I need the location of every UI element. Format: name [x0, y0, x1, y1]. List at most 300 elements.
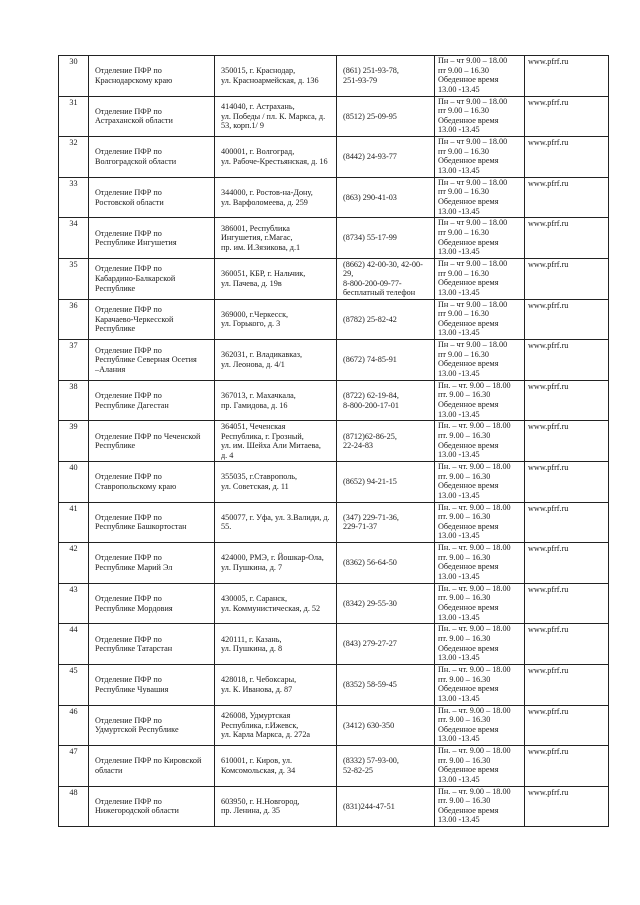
office-phone-line: (8332) 57-93-00, — [343, 756, 399, 766]
office-schedule-line: Обеденное время — [438, 724, 499, 734]
office-address-line: 55. — [221, 522, 232, 532]
office-name — [89, 705, 215, 746]
office-schedule-line: Обеденное время — [438, 359, 499, 369]
office-schedule-line: Обеденное время — [438, 643, 499, 653]
office-website: www.pfrf.ru — [525, 56, 609, 97]
office-schedule — [435, 502, 525, 543]
office-schedule-line: Обеденное время — [438, 115, 499, 125]
office-phone — [337, 258, 435, 299]
office-schedule-line: Обеденное время — [438, 156, 499, 166]
office-schedule-line: 13.00 -13.45 — [438, 247, 480, 257]
office-address-line: ул. Советская, д. 11 — [221, 481, 289, 491]
office-name — [89, 502, 215, 543]
office-name — [89, 177, 215, 218]
office-name — [89, 218, 215, 259]
office-address — [215, 340, 337, 381]
office-schedule-line: Обеденное время — [438, 602, 499, 612]
office-phone-line: (3412) 630-350 — [343, 720, 395, 730]
office-name-line: Нижегородской области — [95, 806, 179, 816]
office-address-line: 428018, г. Чебоксары, — [221, 675, 297, 685]
office-name-line: Республике Мордовия — [95, 603, 173, 613]
office-name — [89, 543, 215, 584]
office-schedule-line: пт. 9.00 – 16.30 — [438, 430, 491, 440]
office-schedule-line: 13.00 -13.45 — [438, 815, 480, 825]
table-row — [59, 543, 609, 584]
office-address — [215, 56, 337, 97]
office-schedule-line: 13.00 -13.45 — [438, 409, 480, 419]
office-schedule-line: Обеденное время — [438, 75, 499, 85]
office-schedule-line: 13.00 -13.45 — [438, 531, 480, 541]
office-phone — [337, 705, 435, 746]
office-phone — [337, 299, 435, 340]
office-schedule-line: Пн. – чт. 9.00 – 18.00 — [438, 421, 511, 431]
office-phone-line: 251-93-79 — [343, 75, 378, 85]
row-number: 44 — [59, 624, 89, 665]
office-phone-line: (8652) 94-21-15 — [343, 476, 397, 486]
table-row — [59, 137, 609, 178]
office-address-line: ул. Рабоче-Крестьянская, д. 16 — [221, 156, 328, 166]
office-address-line: 350015, г. Краснодар, — [221, 66, 296, 76]
office-phone-line: (8362) 56-64-50 — [343, 558, 397, 568]
office-name-line: Отделение ПФР по — [95, 106, 162, 116]
office-phone — [337, 380, 435, 421]
office-phone-line: (8722) 62-19-84, — [343, 390, 399, 400]
office-schedule-line: Пн – чт 9.00 – 18.00 — [438, 258, 508, 268]
office-address-line: ул. Пушкина, д. 7 — [221, 562, 283, 572]
office-schedule-line: 13.00 -13.45 — [438, 734, 480, 744]
office-address-line: 367013, г. Махачкала, — [221, 390, 296, 400]
office-schedule-line: 13.00 -13.45 — [438, 165, 480, 175]
office-schedule-line: 13.00 -13.45 — [438, 450, 480, 460]
office-schedule-line: 13.00 -13.45 — [438, 125, 480, 135]
office-name — [89, 137, 215, 178]
office-address-line: ул. Красноармейская, д. 136 — [221, 75, 319, 85]
office-address — [215, 705, 337, 746]
office-schedule-line: Обеденное время — [438, 278, 499, 288]
table-row — [59, 380, 609, 421]
office-schedule-line: пт. 9.00 – 16.30 — [438, 796, 491, 806]
office-name-line: Краснодарскому краю — [95, 75, 173, 85]
office-schedule-line: Пн. – чт. 9.00 – 18.00 — [438, 461, 511, 471]
office-address-line: 362031, г. Владикавказ, — [221, 350, 303, 360]
office-schedule-line: пт. 9.00 – 16.30 — [438, 512, 491, 522]
office-phone-line: (8342) 29-55-30 — [343, 598, 397, 608]
office-name-line: Республике — [95, 283, 136, 293]
offices-table — [58, 55, 609, 827]
office-phone-line: (863) 290-41-03 — [343, 192, 397, 202]
office-schedule-line: 13.00 -13.45 — [438, 206, 480, 216]
office-schedule — [435, 380, 525, 421]
row-number: 30 — [59, 56, 89, 97]
office-name-line: Отделение ПФР по — [95, 593, 162, 603]
office-phone-line: 8-800-200-09-77- — [343, 278, 402, 288]
office-phone-line: (861) 251-93-78, — [343, 66, 399, 76]
office-schedule-line: Обеденное время — [438, 684, 499, 694]
office-schedule-line: 13.00 -13.45 — [438, 490, 480, 500]
office-name — [89, 583, 215, 624]
office-address-line: ул. Карла Маркса, д. 272а — [221, 730, 311, 740]
office-website: www.pfrf.ru — [525, 786, 609, 827]
office-name — [89, 340, 215, 381]
table-row — [59, 96, 609, 137]
office-name-line: Отделение ПФР по — [95, 228, 162, 238]
office-name-line: Республике — [95, 441, 136, 451]
office-schedule-line: Пн. – чт. 9.00 – 18.00 — [438, 786, 511, 796]
office-address-line: 344000, г. Ростов-на-Дону, — [221, 187, 313, 197]
office-phone — [337, 502, 435, 543]
office-website: www.pfrf.ru — [525, 502, 609, 543]
office-schedule-line: Пн – чт 9.00 – 18.00 — [438, 137, 508, 147]
office-address-line: Ингушетия, г.Магас, — [221, 233, 293, 243]
office-schedule — [435, 461, 525, 502]
office-phone — [337, 96, 435, 137]
table-row — [59, 624, 609, 665]
office-name — [89, 664, 215, 705]
office-name-line: Кабардино-Балкарской — [95, 273, 176, 283]
office-address-line: пр. Гамидова, д. 16 — [221, 400, 288, 410]
office-phone-line: бесплатный телефон — [343, 288, 416, 298]
office-schedule — [435, 583, 525, 624]
office-phone-line: (831)244-47-51 — [343, 801, 395, 811]
row-number: 32 — [59, 137, 89, 178]
office-phone-line: (8442) 24-93-77 — [343, 152, 397, 162]
office-schedule-line: Пн – чт 9.00 – 18.00 — [438, 96, 508, 106]
office-website: www.pfrf.ru — [525, 664, 609, 705]
office-website: www.pfrf.ru — [525, 624, 609, 665]
office-schedule-line: Обеденное время — [438, 399, 499, 409]
office-phone — [337, 583, 435, 624]
office-name-line: Отделение ПФР по — [95, 634, 162, 644]
office-address — [215, 96, 337, 137]
office-schedule — [435, 543, 525, 584]
office-name-line: Отделение ПФР по — [95, 675, 162, 685]
office-address-line: пр. им. И.Зязикова, д.1 — [221, 242, 301, 252]
office-website: www.pfrf.ru — [525, 705, 609, 746]
office-phone — [337, 56, 435, 97]
office-name — [89, 421, 215, 462]
office-schedule-line: Пн. – чт. 9.00 – 18.00 — [438, 746, 511, 756]
office-schedule — [435, 299, 525, 340]
office-phone-line: (843) 279-27-27 — [343, 639, 397, 649]
office-schedule-line: пт. 9.00 – 16.30 — [438, 471, 491, 481]
office-schedule — [435, 56, 525, 97]
office-name-line: Республике Северная Осетия — [95, 355, 197, 365]
office-phone-line: 52-82-25 — [343, 765, 374, 775]
table-row — [59, 461, 609, 502]
table-row — [59, 340, 609, 381]
office-name-line: Отделение ПФР по — [95, 66, 162, 76]
office-schedule-line: пт. 9.00 – 16.30 — [438, 593, 491, 603]
office-website: www.pfrf.ru — [525, 340, 609, 381]
office-address — [215, 786, 337, 827]
office-phone — [337, 177, 435, 218]
office-schedule-line: пт 9.00 – 16.30 — [438, 106, 489, 116]
row-number: 34 — [59, 218, 89, 259]
office-address — [215, 421, 337, 462]
office-name-line: Отделение ПФР по — [95, 264, 162, 274]
office-website: www.pfrf.ru — [525, 583, 609, 624]
office-address-line: 426008, Удмуртская — [221, 710, 291, 720]
table-row — [59, 421, 609, 462]
office-website: www.pfrf.ru — [525, 421, 609, 462]
office-address-line: ул. Победы / пл. К. Маркса, д. — [221, 111, 326, 121]
office-address-line: ул. Варфоломеева, д. 259 — [221, 197, 308, 207]
office-schedule-line: Обеденное время — [438, 318, 499, 328]
office-address — [215, 502, 337, 543]
office-phone-line: 8-800-200-17-01 — [343, 400, 399, 410]
office-phone — [337, 340, 435, 381]
office-schedule — [435, 664, 525, 705]
office-schedule — [435, 218, 525, 259]
office-website: www.pfrf.ru — [525, 218, 609, 259]
office-name-line: Республике — [95, 324, 136, 334]
row-number: 43 — [59, 583, 89, 624]
office-name — [89, 258, 215, 299]
office-name-line: Республике Чувашия — [95, 684, 169, 694]
office-address-line: 400001, г. Волгоград, — [221, 147, 295, 157]
office-website: www.pfrf.ru — [525, 746, 609, 787]
office-schedule-line: 13.00 -13.45 — [438, 84, 480, 94]
row-number: 41 — [59, 502, 89, 543]
office-schedule-line: Пн – чт 9.00 – 18.00 — [438, 218, 508, 228]
office-name-line: Отделение ПФР по — [95, 796, 162, 806]
office-name-line: Отделение ПФР по — [95, 304, 162, 314]
office-name-line: Волгоградской области — [95, 156, 177, 166]
office-name-line: области — [95, 765, 123, 775]
office-phone-line: (8734) 55-17-99 — [343, 233, 397, 243]
office-phone — [337, 543, 435, 584]
office-phone-line: (8672) 74-85-91 — [343, 355, 397, 365]
office-schedule-line: пт. 9.00 – 16.30 — [438, 390, 491, 400]
office-schedule — [435, 786, 525, 827]
office-schedule-line: Обеденное время — [438, 237, 499, 247]
office-name-line: Отделение ПФР по — [95, 553, 162, 563]
office-schedule-line: Пн – чт 9.00 – 18.00 — [438, 299, 508, 309]
office-name-line: Отделение ПФР по — [95, 345, 162, 355]
office-schedule-line: пт 9.00 – 16.30 — [438, 227, 489, 237]
table-row — [59, 56, 609, 97]
office-phone — [337, 746, 435, 787]
office-address-line: ул. Леонова, д. 4/1 — [221, 359, 285, 369]
table-row — [59, 177, 609, 218]
office-schedule — [435, 177, 525, 218]
office-address — [215, 664, 337, 705]
row-number: 47 — [59, 746, 89, 787]
office-schedule-line: пт. 9.00 – 16.30 — [438, 674, 491, 684]
office-schedule-line: пт. 9.00 – 16.30 — [438, 552, 491, 562]
office-address — [215, 461, 337, 502]
office-name — [89, 746, 215, 787]
office-name-line: Отделение ПФР по Чеченской — [95, 431, 201, 441]
office-schedule-line: 13.00 -13.45 — [438, 328, 480, 338]
office-name — [89, 624, 215, 665]
office-address — [215, 218, 337, 259]
table-row — [59, 583, 609, 624]
office-address-line: 386001, Республика — [221, 223, 290, 233]
office-website: www.pfrf.ru — [525, 543, 609, 584]
row-number: 36 — [59, 299, 89, 340]
office-address — [215, 583, 337, 624]
office-address-line: 53, корп.1/ 9 — [221, 121, 264, 131]
office-schedule-line: пт 9.00 – 16.30 — [438, 268, 489, 278]
table-row — [59, 664, 609, 705]
office-name-line: Отделение ПФР по — [95, 512, 162, 522]
office-schedule — [435, 705, 525, 746]
office-name-line: Республике Ингушетия — [95, 238, 177, 248]
office-address-line: ул. Коммунистическая, д. 52 — [221, 603, 321, 613]
office-name-line: Отделение ПФР по — [95, 715, 162, 725]
office-schedule-line: Обеденное время — [438, 481, 499, 491]
office-address-line: 430005, г. Саранск, — [221, 593, 288, 603]
office-phone-line: (8712)62-86-25, — [343, 431, 397, 441]
office-phone-line: (347) 229-71-36, — [343, 512, 399, 522]
office-schedule-line: 13.00 -13.45 — [438, 287, 480, 297]
office-address — [215, 624, 337, 665]
office-schedule — [435, 746, 525, 787]
row-number: 31 — [59, 96, 89, 137]
office-schedule — [435, 96, 525, 137]
office-schedule-line: Пн – чт 9.00 – 18.00 — [438, 340, 508, 350]
office-name-line: Отделение ПФР по Кировской — [95, 756, 202, 766]
office-phone-line: (8782) 25-82-42 — [343, 314, 397, 324]
office-schedule-line: 13.00 -13.45 — [438, 774, 480, 784]
row-number: 39 — [59, 421, 89, 462]
office-schedule-line: 13.00 -13.45 — [438, 368, 480, 378]
table-body — [59, 56, 609, 827]
office-schedule-line: пт. 9.00 – 16.30 — [438, 755, 491, 765]
office-name-line: Карачаево-Черкесской — [95, 314, 174, 324]
office-phone-line: (8352) 58-59-45 — [343, 679, 397, 689]
office-address-line: д. 4 — [221, 450, 234, 460]
office-name — [89, 380, 215, 421]
office-phone — [337, 624, 435, 665]
office-name — [89, 56, 215, 97]
office-address-line: пр. Ленина, д. 35 — [221, 806, 281, 816]
office-schedule-line: 13.00 -13.45 — [438, 653, 480, 663]
row-number: 40 — [59, 461, 89, 502]
office-phone — [337, 461, 435, 502]
office-website: www.pfrf.ru — [525, 137, 609, 178]
table-row — [59, 786, 609, 827]
office-name-line: Республике Башкортостан — [95, 522, 187, 532]
office-schedule-line: 13.00 -13.45 — [438, 612, 480, 622]
row-number: 46 — [59, 705, 89, 746]
office-schedule — [435, 340, 525, 381]
office-address — [215, 380, 337, 421]
office-address-line: 355035, г.Ставрополь, — [221, 472, 298, 482]
office-phone-line: 229-71-37 — [343, 522, 378, 532]
table-row — [59, 218, 609, 259]
office-schedule-line: Обеденное время — [438, 765, 499, 775]
office-name — [89, 96, 215, 137]
office-phone-line: 22-24-83 — [343, 441, 374, 451]
office-address-line: ул. Пачева, д. 19в — [221, 278, 282, 288]
office-address-line: 424000, РМЭ, г. Йошкар-Ола, — [221, 553, 324, 563]
office-schedule-line: 13.00 -13.45 — [438, 571, 480, 581]
office-phone-line: (8512) 25-09-95 — [343, 111, 397, 121]
office-schedule-line: Обеденное время — [438, 805, 499, 815]
office-address-line: Республика, г.Ижевск, — [221, 720, 299, 730]
office-schedule-line: пт 9.00 – 16.30 — [438, 309, 489, 319]
office-schedule-line: пт. 9.00 – 16.30 — [438, 633, 491, 643]
office-name-line: Удмуртской Республике — [95, 725, 179, 735]
office-schedule — [435, 137, 525, 178]
office-name-line: Астраханской области — [95, 116, 173, 126]
office-phone-line: 29, — [343, 269, 354, 279]
office-name-line: Республике Марий Эл — [95, 562, 173, 572]
office-name-line: Ростовской области — [95, 197, 164, 207]
office-phone-line: (8662) 42-00-30, 42-00- — [343, 259, 423, 269]
office-address-line: 414040, г. Астрахань, — [221, 102, 295, 111]
office-phone — [337, 137, 435, 178]
office-website: www.pfrf.ru — [525, 96, 609, 137]
office-address-line: 420111, г. Казань, — [221, 634, 282, 644]
office-address — [215, 746, 337, 787]
office-schedule-line: 13.00 -13.45 — [438, 693, 480, 703]
office-website: www.pfrf.ru — [525, 299, 609, 340]
office-name-line: Отделение ПФР по — [95, 390, 162, 400]
office-schedule — [435, 258, 525, 299]
office-schedule-line: пт 9.00 – 16.30 — [438, 187, 489, 197]
table-row — [59, 299, 609, 340]
office-schedule-line: Пн. – чт. 9.00 – 18.00 — [438, 705, 511, 715]
office-address-line: 610001, г. Киров, ул. — [221, 756, 293, 766]
office-name — [89, 461, 215, 502]
office-schedule-line: Пн – чт 9.00 – 18.00 — [438, 177, 508, 187]
office-name-line: Отделение ПФР по — [95, 187, 162, 197]
office-phone — [337, 786, 435, 827]
office-website: www.pfrf.ru — [525, 461, 609, 502]
office-schedule-line: Обеденное время — [438, 562, 499, 572]
office-address-line: 369000, г.Черкесск, — [221, 309, 289, 319]
row-number: 45 — [59, 664, 89, 705]
office-schedule-line: пт 9.00 – 16.30 — [438, 65, 489, 75]
office-schedule-line: Обеденное время — [438, 196, 499, 206]
office-address-line: 364051, Чеченская — [221, 421, 286, 431]
office-address-line: Республика, г. Грозный, — [221, 431, 304, 441]
office-address-line: 603950, г. Н.Новгород, — [221, 796, 300, 806]
office-name-line: Республике Татарстан — [95, 644, 173, 654]
office-phone — [337, 664, 435, 705]
office-address-line: Комсомольская, д. 34 — [221, 765, 296, 775]
office-name — [89, 299, 215, 340]
office-name — [89, 786, 215, 827]
office-address-line: ул. им. Шейха Али Митаева, — [221, 441, 321, 451]
office-schedule — [435, 624, 525, 665]
office-address — [215, 543, 337, 584]
table-row — [59, 502, 609, 543]
office-schedule-line: Пн. – чт. 9.00 – 18.00 — [438, 583, 511, 593]
row-number: 35 — [59, 258, 89, 299]
office-website: www.pfrf.ru — [525, 380, 609, 421]
table-row — [59, 746, 609, 787]
office-schedule-line: Пн. – чт. 9.00 – 18.00 — [438, 664, 511, 674]
row-number: 48 — [59, 786, 89, 827]
office-address-line: ул. Горького, д. 3 — [221, 319, 281, 329]
office-schedule-line: Пн. – чт. 9.00 – 18.00 — [438, 543, 511, 553]
office-schedule — [435, 421, 525, 462]
office-phone — [337, 218, 435, 259]
office-name-line: Ставропольскому краю — [95, 481, 177, 491]
office-address — [215, 299, 337, 340]
office-address — [215, 258, 337, 299]
row-number: 42 — [59, 543, 89, 584]
office-address-line: 450077, г. Уфа, ул. З.Валиди, д. — [221, 512, 330, 522]
office-schedule-line: пт 9.00 – 16.30 — [438, 146, 489, 156]
office-website: www.pfrf.ru — [525, 177, 609, 218]
row-number: 37 — [59, 340, 89, 381]
office-phone — [337, 421, 435, 462]
